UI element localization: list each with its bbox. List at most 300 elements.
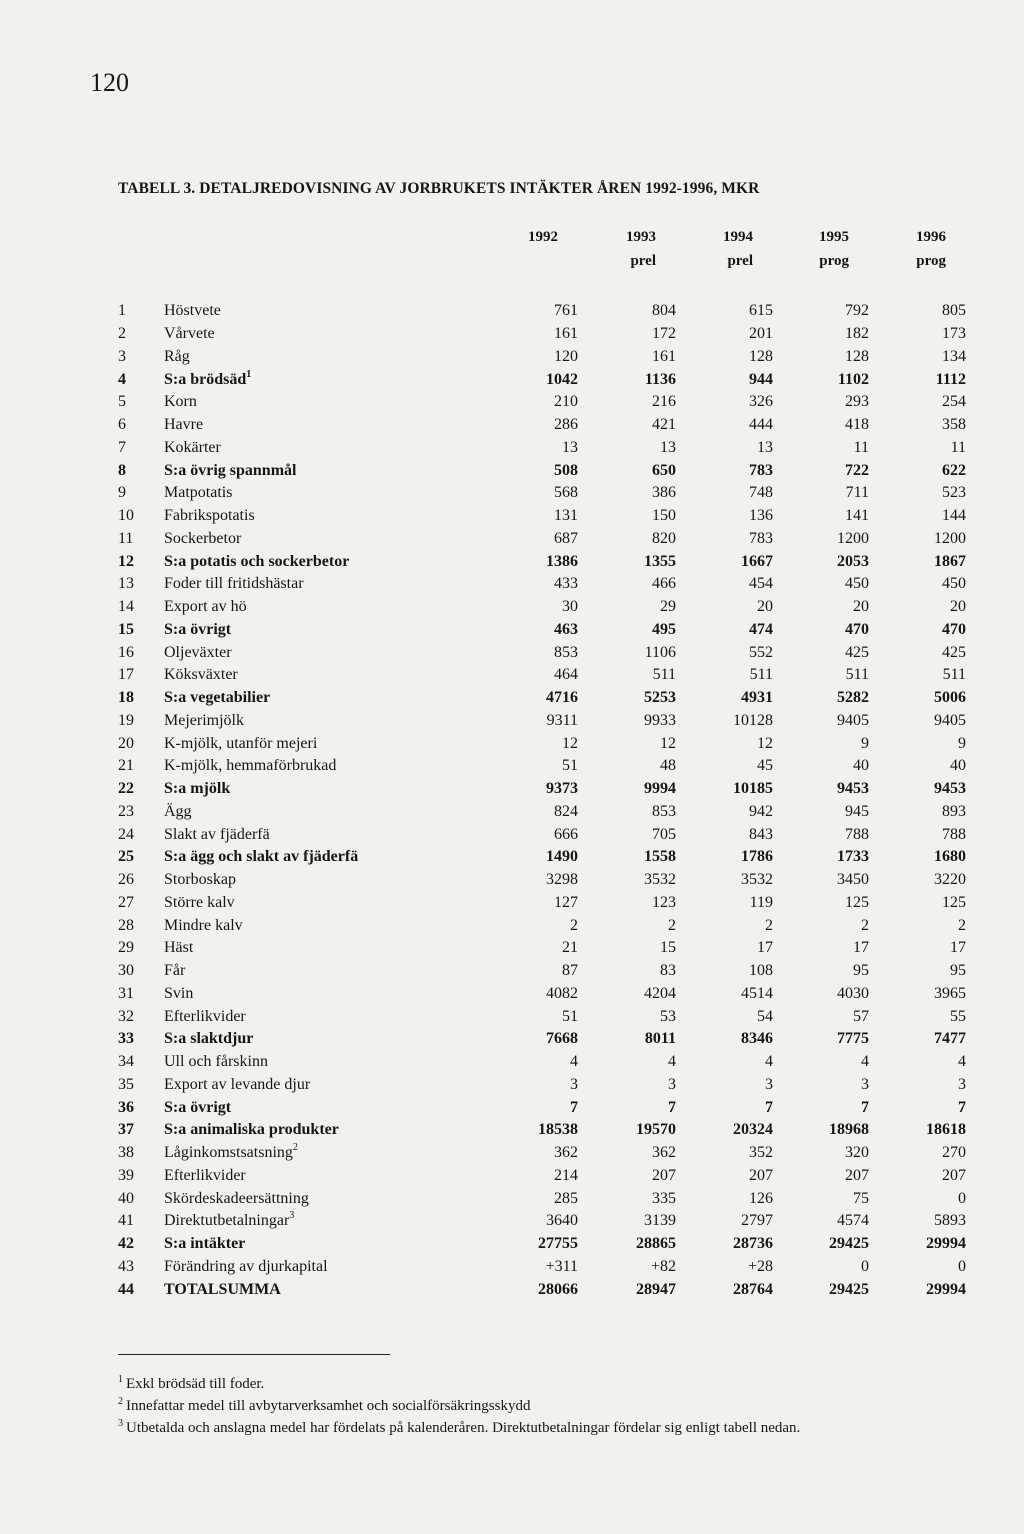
- table-row: [112, 732, 966, 755]
- table-row: [112, 687, 966, 710]
- row-label-cell: [164, 391, 442, 414]
- row-label-cell: [164, 755, 442, 778]
- value-1996: 1680: [934, 848, 966, 866]
- page-number: 120: [90, 68, 129, 97]
- row-number: 1: [118, 302, 126, 320]
- row-label-cell: [164, 596, 442, 619]
- value-1994: 444: [749, 416, 773, 434]
- value-1996: 3: [958, 1075, 966, 1093]
- value-1995: 128: [845, 347, 869, 365]
- value-1993: 3139: [644, 1212, 676, 1230]
- row-label-cell: [164, 1119, 442, 1142]
- value-1992: 4716: [546, 689, 578, 707]
- row-number: 43: [118, 1257, 134, 1275]
- value-1996: 0: [958, 1257, 966, 1275]
- row-label: Skördeskadeersättning: [164, 1189, 309, 1207]
- value-1992: 666: [554, 825, 578, 843]
- col-year-1992: 1992: [528, 229, 558, 245]
- value-1993: 15: [660, 939, 676, 957]
- value-1994: 3: [765, 1075, 773, 1093]
- value-1996: 893: [942, 802, 966, 820]
- value-1992: 21: [562, 939, 578, 957]
- row-label-cell: [164, 368, 442, 391]
- value-1992: 161: [554, 325, 578, 343]
- row-label: S:a slaktdjur: [164, 1030, 254, 1048]
- value-1992: 210: [554, 393, 578, 411]
- value-1996: 425: [942, 643, 966, 661]
- row-label-cell: [164, 619, 442, 642]
- value-1995: 711: [845, 484, 869, 502]
- table-row: [112, 619, 966, 642]
- table-row: [112, 573, 966, 596]
- value-1992: 9311: [546, 711, 578, 729]
- footnote-ref: 2: [292, 1142, 298, 1154]
- value-1992: 508: [554, 461, 578, 479]
- row-label-cell: [164, 801, 442, 824]
- row-number: 38: [118, 1144, 134, 1162]
- value-1992: +311: [545, 1257, 578, 1275]
- table-row: [112, 391, 966, 414]
- value-1996: 134: [942, 347, 966, 365]
- value-1992: 824: [554, 802, 578, 820]
- value-1993: 19570: [636, 1121, 676, 1139]
- row-label: Efterlikvider: [164, 1166, 246, 1184]
- value-1993: 207: [652, 1166, 676, 1184]
- row-label-cell: [164, 983, 442, 1006]
- value-1994: 136: [749, 507, 773, 525]
- income-table-body: [112, 300, 966, 1301]
- value-1993: +82: [650, 1257, 676, 1275]
- col-year-1993: 1993: [626, 229, 656, 245]
- row-number: 4: [118, 370, 126, 388]
- value-1993: 4: [668, 1053, 676, 1071]
- value-1996: 358: [942, 416, 966, 434]
- value-1996: 5893: [934, 1212, 966, 1230]
- row-number: 19: [118, 711, 134, 729]
- value-1995: 418: [845, 416, 869, 434]
- table-row: [112, 641, 966, 664]
- table-row: [112, 846, 966, 869]
- row-number: 10: [118, 507, 134, 525]
- value-1995: 0: [861, 1257, 869, 1275]
- value-1995: 141: [845, 507, 869, 525]
- value-1994: 615: [749, 302, 773, 320]
- value-1994: 552: [749, 643, 773, 661]
- value-1996: 95: [950, 962, 966, 980]
- value-1994: 20324: [733, 1121, 773, 1139]
- row-label-cell: [164, 1051, 442, 1074]
- table-row: [112, 710, 966, 733]
- value-1995: 1733: [837, 848, 869, 866]
- value-1993: 511: [652, 666, 676, 684]
- table-row: [112, 1051, 966, 1074]
- value-1995: 320: [845, 1144, 869, 1162]
- row-label: Vårvete: [164, 325, 215, 343]
- value-1996: 5006: [934, 689, 966, 707]
- footnote-mark: 2: [118, 1396, 123, 1407]
- row-label-cell: [164, 528, 442, 551]
- row-number: 5: [118, 393, 126, 411]
- row-label: K-mjölk, utanför mejeri: [164, 734, 318, 752]
- row-number: 14: [118, 598, 134, 616]
- row-number: 37: [118, 1121, 134, 1139]
- value-1996: 144: [942, 507, 966, 525]
- value-1994: 108: [749, 962, 773, 980]
- row-label-cell: [164, 846, 442, 869]
- row-number: 9: [118, 484, 126, 502]
- row-number: 29: [118, 939, 134, 957]
- value-1993: 705: [652, 825, 676, 843]
- row-label-cell: [164, 778, 442, 801]
- value-1994: 2: [765, 916, 773, 934]
- value-1994: 944: [749, 370, 773, 388]
- value-1995: 2053: [837, 552, 869, 570]
- value-1995: 40: [853, 757, 869, 775]
- value-1994: 748: [749, 484, 773, 502]
- value-1996: 0: [958, 1189, 966, 1207]
- value-1996: 55: [950, 1007, 966, 1025]
- value-1992: 4082: [546, 984, 578, 1002]
- row-label-cell: [164, 937, 442, 960]
- row-number: 32: [118, 1007, 134, 1025]
- row-label-cell: [164, 641, 442, 664]
- value-1995: 511: [845, 666, 869, 684]
- table-title: TABELL 3. DETALJREDOVISNING AV JORBRUKETS INTÄKTER ÅREN 1992-1996, MKR: [118, 180, 760, 197]
- col-year-1995: 1995: [819, 229, 849, 245]
- value-1995: 7775: [837, 1030, 869, 1048]
- value-1995: 1200: [837, 529, 869, 547]
- row-label: Större kalv: [164, 893, 235, 911]
- row-label: Foder till fritidshästar: [164, 575, 304, 593]
- value-1995: 4574: [837, 1212, 869, 1230]
- value-1996: 270: [942, 1144, 966, 1162]
- value-1992: 3640: [546, 1212, 578, 1230]
- footnote-divider: [118, 1354, 390, 1355]
- row-label: Förändring av djurkapital: [164, 1257, 328, 1275]
- value-1992: 7: [570, 1098, 578, 1116]
- row-label: Svin: [164, 984, 194, 1002]
- value-1993: 12: [660, 734, 676, 752]
- row-number: 28: [118, 916, 134, 934]
- value-1993: 216: [652, 393, 676, 411]
- value-1994: 474: [749, 620, 773, 638]
- value-1995: 722: [845, 461, 869, 479]
- value-1993: 13: [660, 438, 676, 456]
- row-number: 36: [118, 1098, 134, 1116]
- row-label-cell: [164, 323, 442, 346]
- value-1995: 4030: [837, 984, 869, 1002]
- value-1996: 511: [942, 666, 966, 684]
- row-number: 22: [118, 780, 134, 798]
- value-1993: 9933: [644, 711, 676, 729]
- row-number: 13: [118, 575, 134, 593]
- row-label-cell: [164, 550, 442, 573]
- value-1996: 523: [942, 484, 966, 502]
- value-1993: 421: [652, 416, 676, 434]
- value-1992: 120: [554, 347, 578, 365]
- table-row: [112, 914, 966, 937]
- value-1993: 1106: [644, 643, 676, 661]
- row-label-cell: [164, 664, 442, 687]
- value-1994: 28764: [733, 1280, 773, 1298]
- row-label: S:a övrigt: [164, 1098, 232, 1116]
- row-number: 25: [118, 848, 134, 866]
- value-1993: 1136: [644, 370, 676, 388]
- value-1992: 87: [562, 962, 578, 980]
- value-1995: 9405: [837, 711, 869, 729]
- value-1993: 28947: [636, 1280, 676, 1298]
- table-row: [112, 1028, 966, 1051]
- row-label-cell: [164, 869, 442, 892]
- row-label-cell: [164, 437, 442, 460]
- value-1995: 3450: [837, 871, 869, 889]
- row-label-cell: [164, 1074, 442, 1097]
- value-1992: 568: [554, 484, 578, 502]
- row-label-cell: [164, 1187, 442, 1210]
- row-label: S:a mjölk: [164, 780, 231, 798]
- value-1995: 3: [861, 1075, 869, 1093]
- row-label-cell: [164, 960, 442, 983]
- value-1993: 150: [652, 507, 676, 525]
- row-label: Sockerbetor: [164, 529, 242, 547]
- value-1994: 454: [749, 575, 773, 593]
- value-1995: 425: [845, 643, 869, 661]
- row-number: 39: [118, 1166, 134, 1184]
- value-1994: 13: [757, 438, 773, 456]
- value-1992: 3298: [546, 871, 578, 889]
- table-row: [112, 550, 966, 573]
- value-1993: 172: [652, 325, 676, 343]
- footnote-text: Utbetalda och anslagna medel har fördelats på kalenderåren. Direktutbetalningar fördelar sig enligt tabell nedan.: [126, 1420, 801, 1436]
- row-label: S:a brödsäd: [164, 370, 247, 388]
- row-number: 2: [118, 325, 126, 343]
- row-label-cell: [164, 1165, 442, 1188]
- row-label: Får: [164, 962, 186, 980]
- table-row: [112, 1256, 966, 1279]
- value-1994: 10128: [733, 711, 773, 729]
- value-1996: 622: [942, 461, 966, 479]
- row-label: TOTALSUMMA: [164, 1280, 281, 1298]
- value-1992: 1490: [546, 848, 578, 866]
- value-1994: 783: [749, 529, 773, 547]
- value-1993: 2: [668, 916, 676, 934]
- value-1992: 362: [554, 1144, 578, 1162]
- value-1993: 5253: [644, 689, 676, 707]
- value-1992: 18538: [538, 1121, 578, 1139]
- row-label-cell: [164, 482, 442, 505]
- value-1996: 7477: [934, 1030, 966, 1048]
- value-1995: 95: [853, 962, 869, 980]
- row-label-cell: [164, 823, 442, 846]
- footnote-1: [118, 1373, 948, 1395]
- table-row: [112, 346, 966, 369]
- value-1992: 9373: [546, 780, 578, 798]
- row-label-cell: [164, 1005, 442, 1028]
- footnotes: [118, 1373, 948, 1439]
- row-number: 34: [118, 1053, 134, 1071]
- table-row: [112, 1165, 966, 1188]
- row-label-cell: [164, 300, 442, 323]
- footnote-ref: 3: [289, 1210, 295, 1222]
- row-label-cell: [164, 687, 442, 710]
- row-number: 21: [118, 757, 134, 775]
- value-1995: 7: [861, 1098, 869, 1116]
- footnote-ref: 1: [246, 368, 252, 380]
- row-label: Köksväxter: [164, 666, 238, 684]
- row-number: 40: [118, 1189, 134, 1207]
- value-1995: 182: [845, 325, 869, 343]
- table-row: [112, 960, 966, 983]
- value-1994: 45: [757, 757, 773, 775]
- value-1994: 20: [757, 598, 773, 616]
- value-1994: 1667: [741, 552, 773, 570]
- col-note-1993: prel: [630, 253, 656, 269]
- row-label-cell: [164, 1028, 442, 1051]
- row-number: 12: [118, 552, 134, 570]
- table-row: [112, 1074, 966, 1097]
- value-1992: 285: [554, 1189, 578, 1207]
- value-1996: 7: [958, 1098, 966, 1116]
- value-1996: 40: [950, 757, 966, 775]
- footnote-3: [118, 1417, 948, 1439]
- value-1992: 13: [562, 438, 578, 456]
- col-year-1996: 1996: [916, 229, 946, 245]
- row-label: S:a ägg och slakt av fjäderfä: [164, 848, 359, 866]
- table-row: [112, 1142, 966, 1165]
- value-1992: 433: [554, 575, 578, 593]
- value-1994: 4931: [741, 689, 773, 707]
- row-label-cell: [164, 505, 442, 528]
- value-1996: 470: [942, 620, 966, 638]
- row-label: S:a övrigt: [164, 620, 232, 638]
- col-note-1995: prog: [819, 253, 849, 269]
- value-1996: 805: [942, 302, 966, 320]
- row-label: S:a vegetabilier: [164, 689, 271, 707]
- table-row: [112, 459, 966, 482]
- value-1994: 8346: [741, 1030, 773, 1048]
- row-number: 15: [118, 620, 134, 638]
- value-1995: 29425: [829, 1280, 869, 1298]
- value-1994: 126: [749, 1189, 773, 1207]
- row-label: Efterlikvider: [164, 1007, 246, 1025]
- row-label-cell: [164, 914, 442, 937]
- row-label-cell: [164, 732, 442, 755]
- value-1992: 131: [554, 507, 578, 525]
- value-1992: 51: [562, 1007, 578, 1025]
- row-label: S:a animaliska produkter: [164, 1121, 339, 1139]
- value-1996: 1200: [934, 529, 966, 547]
- value-1992: 28066: [538, 1280, 578, 1298]
- value-1993: 335: [652, 1189, 676, 1207]
- value-1994: 1786: [741, 848, 773, 866]
- row-label: Matpotatis: [164, 484, 233, 502]
- row-label-cell: [164, 1096, 442, 1119]
- value-1993: 1558: [644, 848, 676, 866]
- value-1994: 7: [765, 1098, 773, 1116]
- row-label-cell: [164, 346, 442, 369]
- value-1994: 942: [749, 802, 773, 820]
- table-row: [112, 778, 966, 801]
- value-1996: 254: [942, 393, 966, 411]
- value-1994: 2797: [741, 1212, 773, 1230]
- table-row: [112, 323, 966, 346]
- value-1996: 18618: [926, 1121, 966, 1139]
- row-label-cell: [164, 1233, 442, 1256]
- value-1995: 945: [845, 802, 869, 820]
- row-label: Häst: [164, 939, 194, 957]
- value-1995: 1102: [837, 370, 869, 388]
- value-1995: 29425: [829, 1235, 869, 1253]
- row-label: Fabrikspotatis: [164, 507, 255, 525]
- table-row: [112, 664, 966, 687]
- row-number: 27: [118, 893, 134, 911]
- value-1993: 53: [660, 1007, 676, 1025]
- value-1993: 466: [652, 575, 676, 593]
- table-row: [112, 1233, 966, 1256]
- row-label-cell: [164, 414, 442, 437]
- row-number: 41: [118, 1212, 134, 1230]
- col-year-1994: 1994: [723, 229, 753, 245]
- value-1992: 127: [554, 893, 578, 911]
- value-1992: 1386: [546, 552, 578, 570]
- value-1993: 1355: [644, 552, 676, 570]
- value-1992: 12: [562, 734, 578, 752]
- value-1996: 9: [958, 734, 966, 752]
- value-1994: 783: [749, 461, 773, 479]
- value-1994: 28736: [733, 1235, 773, 1253]
- value-1993: 9994: [644, 780, 676, 798]
- row-label: Storboskap: [164, 871, 236, 889]
- row-number: 6: [118, 416, 126, 434]
- table-row: [112, 823, 966, 846]
- table-row: [112, 368, 966, 391]
- value-1992: 3: [570, 1075, 578, 1093]
- row-label-cell: [164, 892, 442, 915]
- value-1995: 450: [845, 575, 869, 593]
- row-label: Kokärter: [164, 438, 221, 456]
- value-1996: 3965: [934, 984, 966, 1002]
- value-1995: 788: [845, 825, 869, 843]
- value-1993: 8011: [644, 1030, 676, 1048]
- table-row: [112, 1278, 966, 1301]
- row-label: Export av levande djur: [164, 1075, 311, 1093]
- value-1992: 853: [554, 643, 578, 661]
- row-label: Mindre kalv: [164, 916, 243, 934]
- row-label: Direktutbetalningar: [164, 1212, 290, 1230]
- row-label: Export av hö: [164, 598, 247, 616]
- value-1995: 75: [853, 1189, 869, 1207]
- value-1993: 650: [652, 461, 676, 479]
- row-label-cell: [164, 573, 442, 596]
- value-1994: 54: [757, 1007, 773, 1025]
- value-1993: 495: [652, 620, 676, 638]
- row-number: 17: [118, 666, 134, 684]
- table-row: [112, 1119, 966, 1142]
- row-number: 35: [118, 1075, 134, 1093]
- row-number: 23: [118, 802, 134, 820]
- row-number: 8: [118, 461, 126, 479]
- row-label: Låginkomstsatsning: [164, 1144, 293, 1162]
- value-1996: 1867: [934, 552, 966, 570]
- value-1995: 792: [845, 302, 869, 320]
- value-1993: 804: [652, 302, 676, 320]
- income-table: [112, 300, 966, 1301]
- table-row: [112, 300, 966, 323]
- value-1996: 17: [950, 939, 966, 957]
- table-row: [112, 1187, 966, 1210]
- row-label: Råg: [164, 347, 190, 365]
- table-row: [112, 1005, 966, 1028]
